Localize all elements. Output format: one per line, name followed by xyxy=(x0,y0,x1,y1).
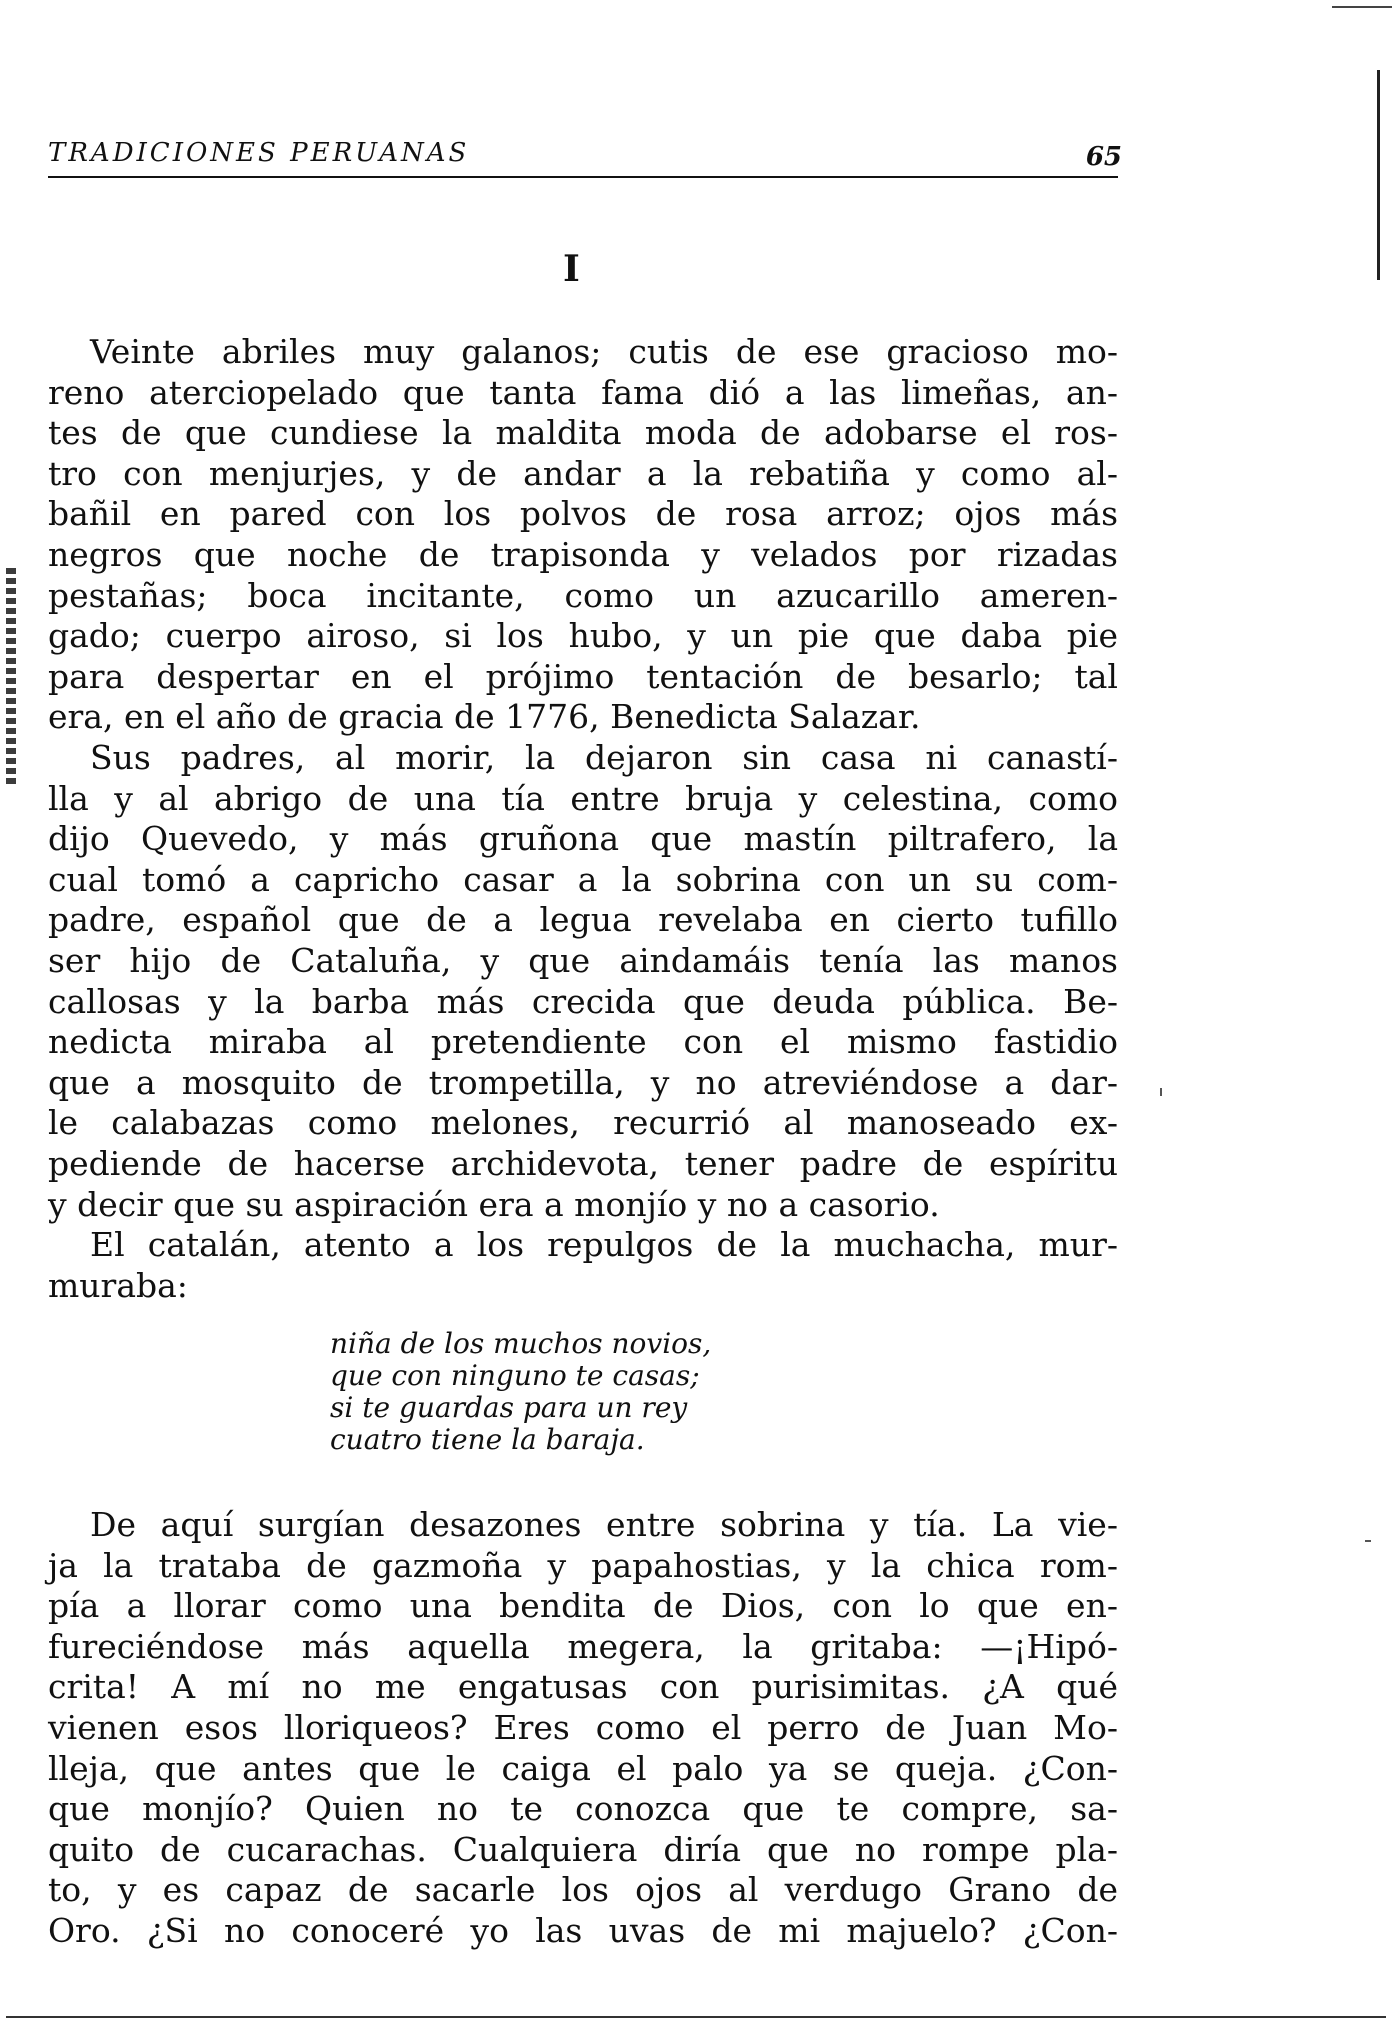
paragraph-3 xyxy=(48,1225,1118,1306)
text-line: ser hijo de Cataluña, y que aindamáis tenía las manos xyxy=(48,940,1118,980)
text-line: callosas y la barba más crecida que deuda pública. Be- xyxy=(48,981,1118,1021)
text-line: padre, español que de a legua revelaba en cierto tufillo xyxy=(48,900,1118,940)
page-number: 65 xyxy=(1085,142,1122,172)
text-line: El catalán, atento a los repulgos de la muchacha, mur- xyxy=(90,1225,1118,1264)
text-line: tro con menjurjes, y de andar a la rebatiña y como al- xyxy=(48,453,1118,493)
text-line: bañil en pared con los polvos de rosa arroz; ojos más xyxy=(48,494,1118,534)
verse-line: que con ninguno te casas; xyxy=(330,1359,700,1392)
text-line: ja la trataba de gazmoña y papahostias, y la chica rom- xyxy=(48,1545,1118,1585)
text-line: le calabazas como melones, recurrió al manoseado ex- xyxy=(48,1103,1118,1143)
text-line: Sus padres, al morir, la dejaron sin casa ni canastí- xyxy=(90,738,1118,777)
text-line: pediende de hacerse archidevota, tener padre de espíritu xyxy=(48,1143,1118,1183)
text-line: muraba: xyxy=(48,1265,188,1305)
text-line: Oro. ¿Si no conoceré yo las uvas de mi majuelo? ¿Con- xyxy=(48,1910,1118,1950)
stray-mark xyxy=(1365,1540,1371,1542)
scan-border-bottom xyxy=(6,2016,1386,2018)
running-head: TRADICIONES PERUANAS xyxy=(48,138,470,168)
text-line: gado; cuerpo airoso, si los hubo, y un pie que daba pie xyxy=(48,616,1118,656)
text-line: que a mosquito de trompetilla, y no atreviéndose a dar- xyxy=(48,1062,1118,1102)
text-line: to, y es capaz de sacarle los ojos al verdugo Grano de xyxy=(48,1870,1118,1910)
scan-border-right xyxy=(1377,70,1380,280)
text-line: era, en el año de gracia de 1776, Benedicta Salazar. xyxy=(48,697,921,737)
page-header xyxy=(48,138,1122,178)
paragraph-1 xyxy=(48,332,1118,738)
text-line: dijo Quevedo, y más gruñona que mastín piltrafero, la xyxy=(48,819,1118,859)
text-line: crita! A mí no me engatusas con purisimitas. ¿A qué xyxy=(48,1667,1118,1707)
text-line: pía a llorar como una bendita de Dios, con lo que en- xyxy=(48,1586,1118,1626)
text-line: lleja, que antes que le caiga el palo ya se queja. ¿Con- xyxy=(48,1748,1118,1788)
verse-quote xyxy=(330,1328,711,1456)
section-number: I xyxy=(563,248,580,290)
text-line: que monjío? Quien no te conozca que te compre, sa- xyxy=(48,1789,1118,1829)
verse-line: cuatro tiene la baraja. xyxy=(330,1423,645,1456)
text-line: Veinte abriles muy galanos; cutis de ese gracioso mo- xyxy=(90,332,1118,371)
scan-border-top xyxy=(1332,6,1392,8)
text-line: nedicta miraba al pretendiente con el mismo fastidio xyxy=(48,1022,1118,1062)
text-line: reno aterciopelado que tanta fama dió a las limeñas, an- xyxy=(48,372,1118,412)
stray-mark xyxy=(1160,1088,1162,1096)
text-line: para despertar en el prójimo tentación de besarlo; tal xyxy=(48,656,1118,696)
text-line: fureciéndose más aquella megera, la gritaba: —¡Hipó- xyxy=(48,1626,1118,1666)
text-line: lla y al abrigo de una tía entre bruja y celestina, como xyxy=(48,778,1118,818)
text-line: De aquí surgían desazones entre sobrina y tía. La vie- xyxy=(90,1505,1118,1544)
text-line: y decir que su aspiración era a monjío y no a casorio. xyxy=(48,1184,940,1224)
paragraph-2 xyxy=(48,738,1118,1225)
text-line: cual tomó a capricho casar a la sobrina con un su com- xyxy=(48,859,1118,899)
text-line: vienen esos lloriqueos? Eres como el perro de Juan Mo- xyxy=(48,1707,1118,1747)
paragraph-4 xyxy=(48,1505,1118,1952)
text-line: tes de que cundiese la maldita moda de adobarse el ros- xyxy=(48,413,1118,453)
verse-line: niña de los muchos novios, xyxy=(330,1327,712,1360)
text-line: pestañas; boca incitante, como un azucarillo ameren- xyxy=(48,575,1118,615)
text-line: negros que noche de trapisonda y velados por rizadas xyxy=(48,534,1118,574)
text-line: quito de cucarachas. Cualquiera diría que no rompe pla- xyxy=(48,1829,1118,1869)
verse-line: si te guardas para un rey xyxy=(330,1391,688,1424)
binding-shadow-mark xyxy=(6,568,16,788)
